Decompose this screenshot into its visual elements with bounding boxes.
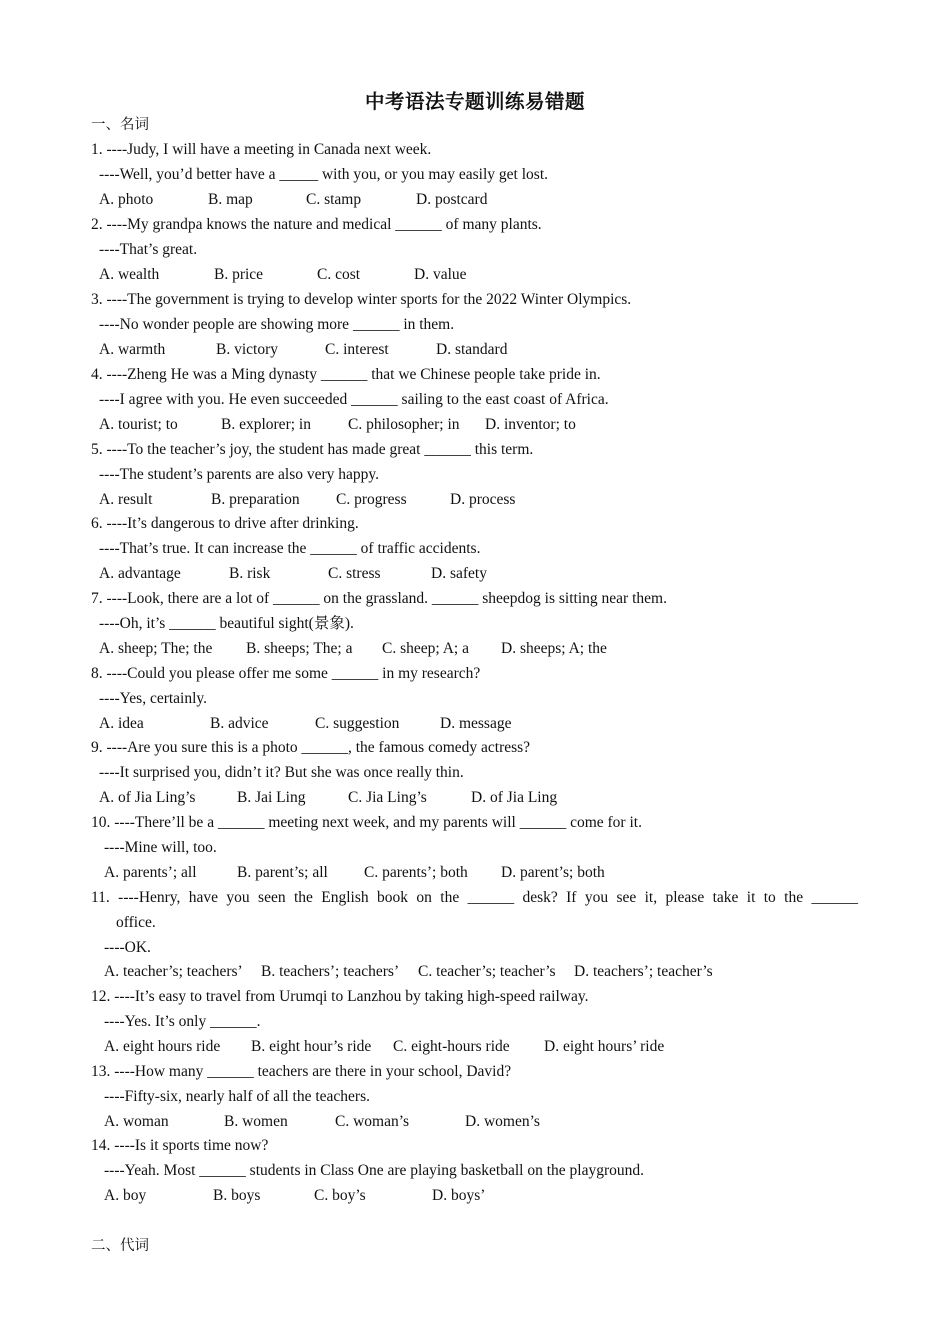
question-stem: 6. ----It’s dangerous to drive after drinking.	[91, 515, 359, 532]
option-b: B. map	[208, 191, 253, 208]
question-reply: ----Yes, certainly.	[99, 690, 208, 707]
option-a: A. tourist; to	[99, 416, 178, 433]
option-c: C. boy’s	[314, 1187, 366, 1204]
option-c: C. stamp	[306, 191, 362, 208]
option-b: B. risk	[229, 565, 271, 582]
option-b: B. preparation	[211, 491, 300, 508]
question-stem: 2. ----My grandpa knows the nature and medical ______ of many plants.	[91, 216, 542, 233]
question-reply: ----Mine will, too.	[104, 839, 217, 856]
option-c: C. suggestion	[315, 715, 400, 732]
option-d: D. standard	[436, 341, 508, 358]
option-d: D. eight hours’ ride	[544, 1038, 665, 1055]
option-c: C. eight-hours ride	[393, 1038, 510, 1055]
question-reply: ----The student’s parents are also very happy.	[99, 466, 380, 483]
question-stem: 10. ----There’ll be a ______ meeting next week, and my parents will ______ come for it.	[91, 814, 642, 831]
option-b: B. Jai Ling	[237, 789, 306, 806]
question-stem: 9. ----Are you sure this is a photo ______, the famous comedy actress?	[91, 739, 531, 756]
question-reply: ----No wonder people are showing more ______ in them.	[99, 316, 455, 333]
option-d: D. message	[440, 715, 512, 732]
section-heading-pronouns: 二、代词	[91, 1238, 149, 1254]
option-c: C. teacher’s; teacher’s	[418, 963, 556, 980]
question-reply: ----Yes. It’s only ______.	[104, 1013, 261, 1030]
page-title: 中考语法专题训练易错题	[364, 90, 585, 113]
option-c: C. Jia Ling’s	[348, 789, 427, 806]
option-d: D. parent’s; both	[501, 864, 605, 881]
option-b: B. eight hour’s ride	[251, 1038, 372, 1055]
option-d: D. sheeps; A; the	[501, 640, 607, 657]
option-c: C. parents’; both	[364, 864, 468, 881]
option-a: A. teacher’s; teachers’	[104, 963, 243, 980]
option-a: A. photo	[99, 191, 154, 208]
option-c: C. woman’s	[335, 1113, 410, 1130]
option-b: B. parent’s; all	[237, 864, 328, 881]
option-a: A. parents’; all	[104, 864, 197, 881]
option-b: B. price	[214, 266, 264, 283]
question-reply: ----OK.	[104, 939, 151, 956]
option-a: A. of Jia Ling’s	[99, 789, 196, 806]
option-b: B. women	[224, 1113, 288, 1130]
option-a: A. warmth	[99, 341, 166, 358]
question-stem: 3. ----The government is trying to develop winter sports for the 2022 Winter Olympics.	[91, 291, 632, 308]
section-heading-nouns: 一、名词	[91, 117, 149, 133]
option-c: C. progress	[336, 491, 407, 508]
option-c: C. interest	[325, 341, 389, 358]
option-a: A. sheep; The; the	[99, 640, 213, 657]
option-a: A. advantage	[99, 565, 181, 582]
question-reply: ----That’s true. It can increase the ______ of traffic accidents.	[99, 540, 481, 557]
question-reply: ----Well, you’d better have a _____ with you, or you may easily get lost.	[99, 166, 549, 183]
question-stem-continued: office.	[116, 914, 156, 931]
option-a: A. wealth	[99, 266, 160, 283]
question-stem: 4. ----Zheng He was a Ming dynasty ______ that we Chinese people take pride in.	[91, 366, 601, 383]
question-reply: ----It surprised you, didn’t it? But she was once really thin.	[99, 764, 464, 781]
option-d: D. teachers’; teacher’s	[574, 963, 713, 980]
option-d: D. women’s	[465, 1113, 540, 1130]
option-a: A. boy	[104, 1187, 147, 1204]
question-reply: ----Yeah. Most ______ students in Class One are playing basketball on the playground.	[104, 1162, 644, 1179]
option-b: B. sheeps; The; a	[246, 640, 353, 657]
option-d: D. postcard	[416, 191, 488, 208]
question-reply: ----Oh, it’s ______ beautiful sight(景象).	[99, 615, 354, 632]
question-stem: 1. ----Judy, I will have a meeting in Canada next week.	[91, 141, 432, 158]
question-stem: 7. ----Look, there are a lot of ______ on the grassland. ______ sheepdog is sitting near them.	[91, 590, 667, 607]
question-stem: 14. ----Is it sports time now?	[91, 1137, 269, 1154]
option-c: C. cost	[317, 266, 361, 283]
question-stem: 12. ----It’s easy to travel from Urumqi to Lanzhou by taking high-speed railway.	[91, 988, 589, 1005]
question-stem: 13. ----How many ______ teachers are there in your school, David?	[91, 1063, 512, 1080]
question-stem: 5. ----To the teacher’s joy, the student has made great ______ this term.	[91, 441, 534, 458]
option-c: C. stress	[328, 565, 381, 582]
option-b: B. boys	[213, 1187, 261, 1204]
question-reply: ----I agree with you. He even succeeded ______ sailing to the east coast of Africa.	[99, 391, 609, 408]
option-d: D. process	[450, 491, 516, 508]
option-d: D. value	[414, 266, 467, 283]
option-b: B. advice	[210, 715, 269, 732]
option-c: C. philosopher; in	[348, 416, 460, 433]
option-d: D. safety	[431, 565, 487, 582]
option-a: A. eight hours ride	[104, 1038, 221, 1055]
option-d: D. boys’	[432, 1187, 486, 1204]
question-stem: 8. ----Could you please offer me some ______ in my research?	[91, 665, 481, 682]
option-a: A. idea	[99, 715, 144, 732]
question-reply: ----Fifty-six, nearly half of all the teachers.	[104, 1088, 370, 1105]
option-b: B. teachers’; teachers’	[261, 963, 400, 980]
question-stem: 11. ----Henry, have you seen the English book on the ______ desk? If you see it, please take it to the ______	[91, 889, 858, 906]
option-d: D. of Jia Ling	[471, 789, 558, 806]
option-a: A. result	[99, 491, 153, 508]
question-reply: ----That’s great.	[99, 241, 198, 258]
option-c: C. sheep; A; a	[382, 640, 469, 657]
option-a: A. woman	[104, 1113, 169, 1130]
option-b: B. explorer; in	[221, 416, 311, 433]
option-b: B. victory	[216, 341, 278, 358]
option-d: D. inventor; to	[485, 416, 576, 433]
